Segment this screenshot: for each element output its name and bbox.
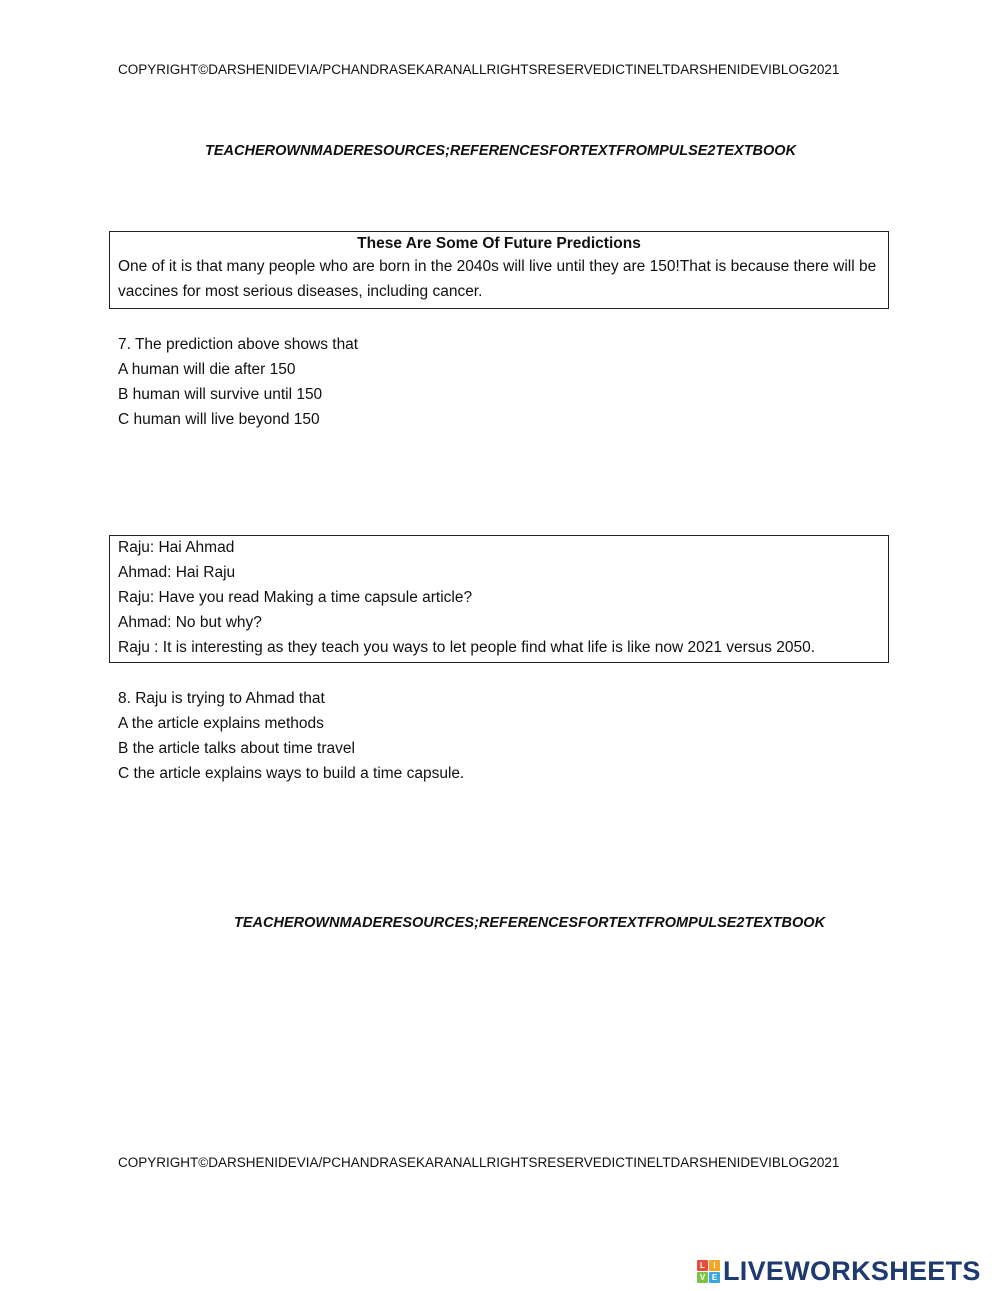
question-7-stem: 7. The prediction above shows that [118,336,359,353]
predictions-title: These Are Some Of Future Predictions [357,235,641,252]
question-8-option-c[interactable]: C the article explains ways to build a time capsule. [118,765,465,782]
question-7-option-c[interactable]: C human will live beyond 150 [118,411,320,428]
question-7-option-a[interactable]: A human will die after 150 [118,361,296,378]
logo-mark-letter: E [709,1272,720,1283]
question-8-option-a[interactable]: A the article explains methods [118,715,324,732]
copyright-footer: COPYRIGHT©DARSHENIDEVIA/PCHANDRASEKARANALLRIGHTSRESERVEDICTINELTDARSHENIDEVIBLOG2021 [118,1155,840,1170]
liveworksheets-logo[interactable] [697,1256,981,1286]
dialogue-line: Raju : It is interesting as they teach you ways to let people find what life is like now 2021 versus 2050. [118,639,816,656]
logo-mark-letter: I [709,1260,720,1271]
reference-heading-top: TEACHEROWNMADERESOURCES;REFERENCESFORTEXTFROMPULSE2TEXTBOOK [205,143,797,159]
dialogue-box [109,535,889,663]
question-7-option-b[interactable]: B human will survive until 150 [118,386,323,403]
dialogue-line: Raju: Hai Ahmad [118,539,235,556]
logo-mark-letter: V [697,1272,708,1283]
question-8-option-b[interactable]: B the article talks about time travel [118,740,355,757]
logo-mark-letter: L [697,1260,708,1271]
dialogue-line: Raju: Have you read Making a time capsule article? [118,589,473,606]
dialogue-line: Ahmad: Hai Raju [118,564,236,581]
dialogue-line: Ahmad: No but why? [118,614,262,631]
reference-heading-bottom: TEACHEROWNMADERESOURCES;REFERENCESFORTEXTFROMPULSE2TEXTBOOK [234,915,826,931]
logo-text: LIVEWORKSHEETS [723,1256,981,1286]
question-7 [118,332,358,432]
question-8-stem: 8. Raju is trying to Ahmad that [118,690,325,707]
question-8 [118,686,464,786]
predictions-text: One of it is that many people who are born in the 2040s will live until they are 150!That is because there will be vaccines for most serious diseases, including cancer. [118,258,877,300]
copyright-header: COPYRIGHT©DARSHENIDEVIA/PCHANDRASEKARANALLRIGHTSRESERVEDICTINELTDARSHENIDEVIBLOG2021 [118,62,840,77]
logo-mark-icon [697,1260,720,1283]
predictions-box [109,231,889,309]
